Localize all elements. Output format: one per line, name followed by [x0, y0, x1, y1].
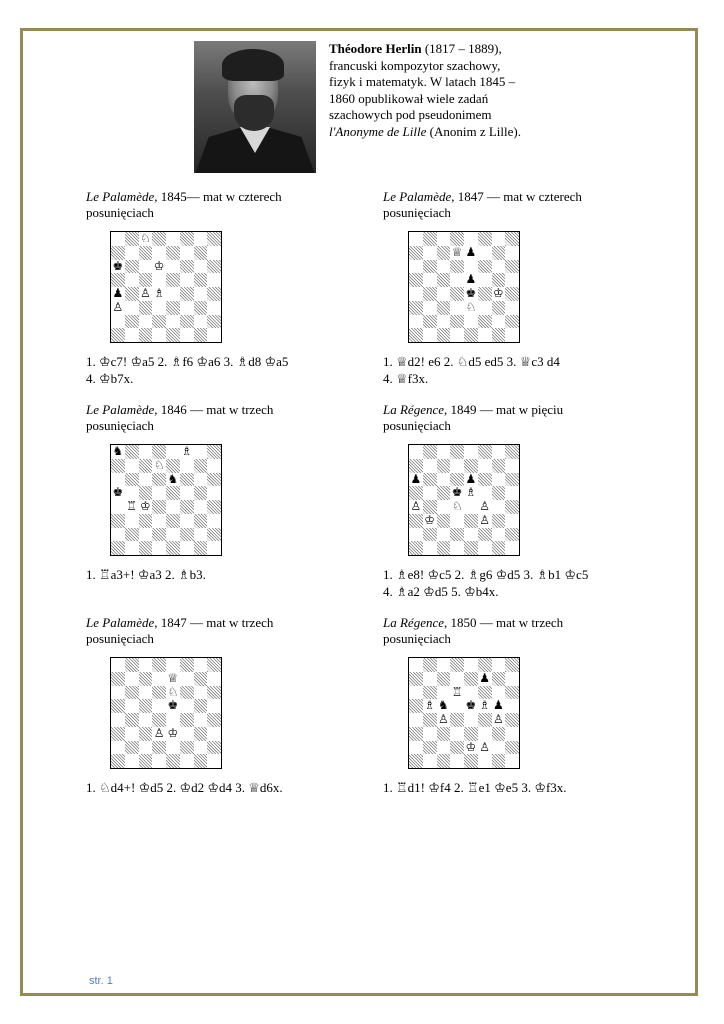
bio-line: szachowych pod pseudonimem [329, 107, 492, 123]
chess-piece: ♕ [167, 670, 179, 685]
board-square [437, 658, 451, 672]
chess-piece: ♔ [492, 286, 504, 300]
board-square [152, 273, 166, 287]
board-square [152, 486, 166, 500]
board-square [180, 672, 194, 686]
board-square [194, 528, 208, 542]
board-square [505, 541, 519, 555]
board-square [505, 672, 519, 686]
board-square [505, 459, 519, 473]
board-square [450, 273, 464, 287]
board-square [152, 246, 166, 260]
problem-source: Le Palamède [86, 402, 155, 417]
board-square [492, 500, 506, 514]
bio-line: 1860 opublikował wiele zadań [329, 90, 489, 106]
board-square [139, 741, 153, 755]
board-square [492, 686, 506, 700]
board-square [207, 459, 221, 473]
board-square [111, 741, 125, 755]
board-square [125, 514, 139, 528]
chess-piece: ♚ [465, 698, 477, 713]
board-square [505, 273, 519, 287]
board-square [111, 232, 125, 246]
chess-piece: ♔ [465, 739, 477, 754]
board-square [207, 246, 221, 260]
chess-piece: ♙ [479, 739, 490, 754]
chess-piece: ♟ [465, 471, 477, 486]
board-square [437, 260, 451, 274]
board-square [125, 541, 139, 555]
board-square [437, 445, 451, 459]
problem-source: La Régence [383, 402, 445, 417]
board-square [194, 232, 208, 246]
board-square [423, 754, 437, 768]
chess-piece: ♔ [153, 258, 165, 273]
chess-diagram [408, 231, 520, 343]
board-square [450, 514, 464, 528]
solution-line: 1. ♖a3+! ♔a3 2. ♗b3. [86, 567, 206, 582]
board-square [423, 273, 437, 287]
board-square [450, 459, 464, 473]
chess-piece: ♟ [465, 244, 477, 259]
board-square [478, 486, 492, 500]
chess-piece: ♚ [112, 485, 124, 500]
board-square [166, 658, 180, 672]
board-square [478, 754, 492, 768]
problem-source: Le Palamède [86, 189, 155, 204]
biography-text [329, 41, 549, 141]
board-square [139, 445, 153, 459]
problem-solution [383, 567, 653, 600]
board-square [207, 301, 221, 315]
chess-piece: ♗ [424, 698, 435, 713]
board-square [478, 459, 492, 473]
problem-solution [383, 780, 653, 797]
board-square [125, 301, 139, 315]
board-square [152, 514, 166, 528]
problem-solution [383, 354, 653, 387]
board-square [423, 486, 437, 500]
board-square [125, 727, 139, 741]
problem-solution [86, 567, 356, 584]
board-square [194, 445, 208, 459]
board-square [111, 500, 125, 514]
bio-pseudonym: l'Anonyme de Lille [329, 123, 427, 139]
chess-piece: ♔ [139, 499, 151, 513]
bio-pseudonym-translation: (Anonim z Lille). [426, 123, 521, 139]
chess-piece: ♙ [139, 286, 151, 300]
board-square [409, 658, 423, 672]
board-square [409, 741, 423, 755]
board-square [437, 232, 451, 246]
board-square [492, 315, 506, 329]
board-square [207, 328, 221, 342]
problem-heading: La Régence, 1850 — mat w trzech posunięciach [383, 615, 564, 646]
board-square [180, 486, 194, 500]
board-square [207, 754, 221, 768]
board-square [464, 315, 478, 329]
board-square [125, 328, 139, 342]
board-square [139, 686, 153, 700]
solution-line: 1. ♗e8! ♔c5 2. ♗g6 ♔d5 3. ♗b1 ♔c5 [383, 567, 589, 582]
board-square [505, 246, 519, 260]
board-square [207, 514, 221, 528]
board-square [207, 486, 221, 500]
chess-piece: ♟ [112, 286, 124, 300]
board-square [409, 528, 423, 542]
problem-heading: La Régence, 1849 — mat w pięciu posunięciach [383, 402, 564, 433]
board-square [207, 672, 221, 686]
board-square [437, 315, 451, 329]
board-square [492, 473, 506, 487]
board-square [478, 727, 492, 741]
board-square [423, 459, 437, 473]
board-square [152, 672, 166, 686]
board-square [111, 315, 125, 329]
board-square [409, 260, 423, 274]
board-square [464, 686, 478, 700]
board-square [423, 541, 437, 555]
board-square [180, 301, 194, 315]
board-square [166, 528, 180, 542]
board-square [505, 514, 519, 528]
problem-solution [86, 354, 356, 387]
chess-piece: ♙ [437, 712, 449, 726]
chess-piece: ♙ [410, 499, 422, 513]
board-square [409, 686, 423, 700]
problem-heading: Le Palamède, 1847 — mat w czterech posunięciach [383, 189, 582, 220]
board-square [207, 541, 221, 555]
board-square [125, 699, 139, 713]
board-square [152, 541, 166, 555]
board-square [180, 754, 194, 768]
board-square [492, 260, 506, 274]
board-square [464, 500, 478, 514]
chess-piece: ♙ [112, 299, 124, 314]
chess-diagram [110, 231, 222, 343]
board-square [505, 754, 519, 768]
board-square [194, 741, 208, 755]
chess-piece: ♚ [465, 286, 477, 300]
solution-line: 4. ♔b7x. [86, 370, 134, 386]
board-square [437, 528, 451, 542]
board-square [180, 727, 194, 741]
board-square [111, 473, 125, 487]
board-square [464, 713, 478, 727]
board-square [180, 514, 194, 528]
problem-heading: Le Palamède, 1846 — mat w trzech posunięciach [86, 402, 274, 433]
board-square [492, 658, 506, 672]
board-square [450, 672, 464, 686]
chess-piece: ♗ [465, 485, 477, 500]
solution-line: 4. ♗a2 ♔d5 5. ♔b4x. [383, 583, 499, 599]
board-square [450, 699, 464, 713]
board-square [409, 287, 423, 301]
page-number: str. 1 [89, 975, 113, 987]
board-square [478, 246, 492, 260]
board-square [450, 301, 464, 315]
solution-line: 4. ♕f3x. [383, 370, 429, 386]
chess-piece: ♔ [167, 725, 179, 740]
board-square [139, 473, 153, 487]
board-square [464, 445, 478, 459]
board-square [111, 658, 125, 672]
solution-line: 1. ♕d2! e6 2. ♘d5 ed5 3. ♕c3 d4 [383, 354, 560, 369]
board-square [492, 445, 506, 459]
board-square [166, 445, 180, 459]
chess-piece: ♔ [424, 512, 435, 527]
board-square [505, 301, 519, 315]
bio-dates: (1817 – 1889), [421, 41, 502, 56]
board-square [492, 528, 506, 542]
problem-solution [86, 780, 356, 797]
board-square [194, 658, 208, 672]
chess-piece: ♟ [479, 670, 490, 685]
board-square [450, 754, 464, 768]
board-square [139, 658, 153, 672]
board-square [437, 500, 451, 514]
board-square [505, 328, 519, 342]
board-square [166, 713, 180, 727]
chess-piece: ♘ [153, 457, 165, 472]
board-square [125, 754, 139, 768]
chess-piece: ♕ [451, 244, 463, 259]
bio-line: fizyk i matematyk. W latach 1845 – [329, 74, 516, 90]
board-square [166, 260, 180, 274]
problem-source: La Régence [383, 615, 445, 630]
board-square [194, 686, 208, 700]
board-square [207, 699, 221, 713]
board-square [180, 541, 194, 555]
solution-line: 1. ♔c7! ♔a5 2. ♗f6 ♔a6 3. ♗d8 ♔a5 [86, 354, 289, 369]
problem-source: Le Palamède [383, 189, 452, 204]
chess-piece: ♟ [492, 698, 504, 713]
problem-heading: Le Palamède, 1845— mat w czterech posunięciach [86, 189, 282, 220]
chess-piece: ♘ [167, 684, 179, 699]
board-square [478, 541, 492, 555]
board-square [423, 301, 437, 315]
board-square [125, 672, 139, 686]
chess-piece: ♗ [153, 286, 165, 300]
board-square [125, 459, 139, 473]
board-square [492, 232, 506, 246]
board-square [111, 528, 125, 542]
board-square [423, 727, 437, 741]
board-square [194, 315, 208, 329]
board-square [423, 328, 437, 342]
bio-name: Théodore Herlin [329, 41, 422, 56]
chess-piece: ♙ [153, 725, 165, 740]
chess-piece: ♖ [126, 499, 137, 513]
chess-piece: ♚ [112, 258, 124, 273]
board-square [166, 232, 180, 246]
board-square [194, 473, 208, 487]
bio-line: francuski kompozytor szachowy, [329, 57, 501, 73]
board-square [505, 699, 519, 713]
problem-heading: Le Palamède, 1847 — mat w trzech posunięciach [86, 615, 274, 646]
chess-piece: ♗ [181, 444, 192, 458]
board-square [505, 727, 519, 741]
chess-piece: ♘ [451, 499, 463, 513]
board-square [478, 301, 492, 315]
board-square [450, 541, 464, 555]
chess-diagram [408, 444, 520, 556]
board-square [194, 500, 208, 514]
board-square [125, 246, 139, 260]
board-square [180, 699, 194, 713]
board-square [409, 445, 423, 459]
board-square [111, 713, 125, 727]
solution-line: 1. ♖d1! ♔f4 2. ♖e1 ♔e5 3. ♔f3x. [383, 780, 567, 795]
board-square [478, 328, 492, 342]
board-square [409, 232, 423, 246]
board-square [437, 287, 451, 301]
board-square [166, 315, 180, 329]
chess-piece: ♗ [479, 698, 490, 713]
board-square [423, 246, 437, 260]
chess-diagram [110, 657, 222, 769]
chess-piece: ♖ [451, 684, 463, 699]
board-square [464, 658, 478, 672]
board-square [152, 754, 166, 768]
chess-piece: ♘ [465, 299, 477, 314]
solution-line: 1. ♘d4+! ♔d5 2. ♔d2 ♔d4 3. ♕d6x. [86, 780, 283, 795]
chess-piece: ♞ [167, 471, 179, 486]
chess-piece: ♘ [139, 231, 151, 245]
board-square [125, 486, 139, 500]
board-square [152, 328, 166, 342]
problem-source: Le Palamède [86, 615, 155, 630]
board-square [492, 741, 506, 755]
chess-diagram [110, 444, 222, 556]
chess-piece: ♙ [479, 512, 490, 527]
chess-piece: ♚ [167, 698, 179, 713]
chess-piece: ♙ [479, 499, 490, 513]
board-square [166, 287, 180, 301]
board-square [180, 459, 194, 473]
board-square [166, 741, 180, 755]
chess-piece: ♞ [437, 698, 449, 713]
board-square [423, 672, 437, 686]
chess-piece: ♚ [451, 485, 463, 500]
board-square [194, 713, 208, 727]
board-square [437, 741, 451, 755]
chess-piece: ♙ [492, 712, 504, 726]
board-square [139, 528, 153, 542]
board-square [437, 473, 451, 487]
board-square [139, 713, 153, 727]
board-square [450, 727, 464, 741]
board-square [180, 246, 194, 260]
board-square [207, 273, 221, 287]
board-square [166, 500, 180, 514]
board-square [450, 328, 464, 342]
board-square [505, 486, 519, 500]
board-square [464, 232, 478, 246]
chess-piece: ♟ [410, 471, 422, 486]
board-square [139, 260, 153, 274]
board-square [180, 273, 194, 287]
board-square [125, 273, 139, 287]
chess-piece: ♟ [465, 272, 477, 287]
board-square [464, 528, 478, 542]
board-square [152, 301, 166, 315]
board-square [437, 686, 451, 700]
portrait-image [194, 41, 316, 173]
board-square [152, 699, 166, 713]
board-square [409, 315, 423, 329]
board-square [464, 260, 478, 274]
board-square [207, 727, 221, 741]
chess-piece: ♞ [112, 444, 124, 458]
board-square [478, 273, 492, 287]
board-square [139, 315, 153, 329]
board-square [194, 260, 208, 274]
board-square [180, 328, 194, 342]
chess-diagram [408, 657, 520, 769]
board-square [409, 713, 423, 727]
board-square [194, 287, 208, 301]
board-square [111, 686, 125, 700]
